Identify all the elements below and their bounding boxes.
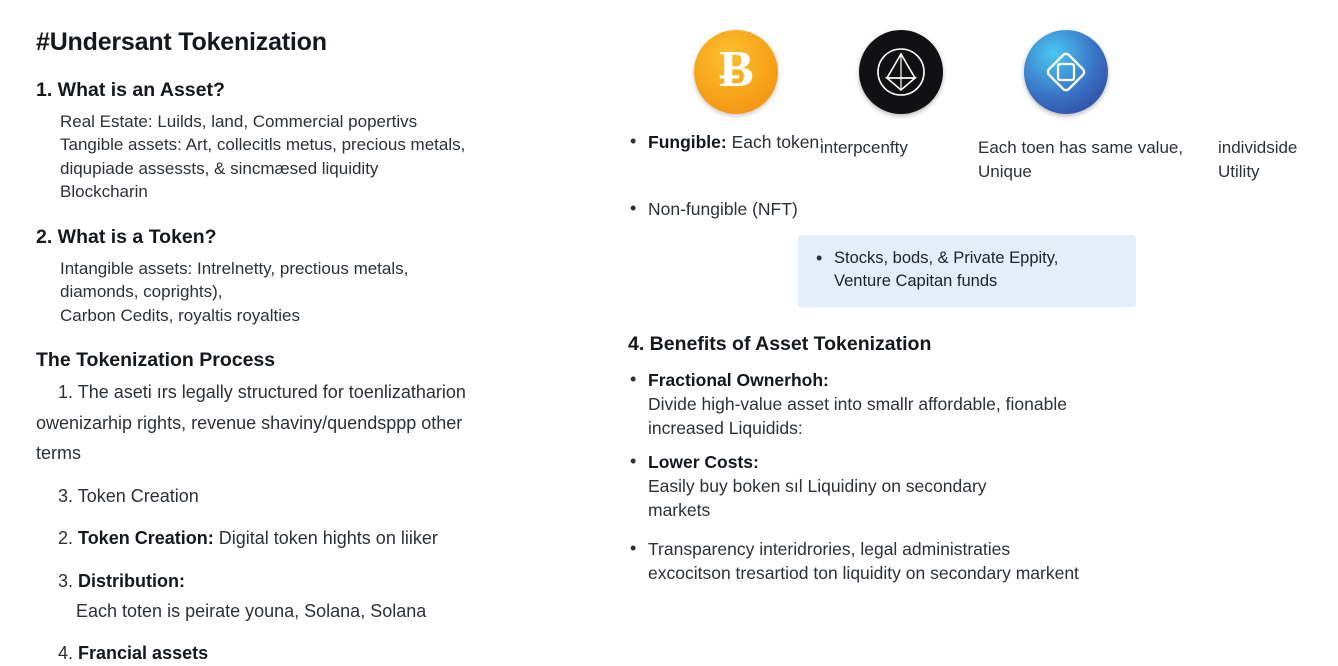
token-column-line: Unique (978, 161, 1032, 181)
page-title: #Undersant Tokenization (36, 28, 327, 56)
token-column-line: Utility (1218, 161, 1260, 181)
list-item (628, 197, 1174, 221)
process-item (58, 380, 594, 404)
process-item-label: Token Creation: (78, 528, 214, 549)
process-item-number: 4. (58, 643, 74, 664)
list-item (628, 537, 1174, 585)
process-item-text: Each toten is peirate youna, Solana, Solana (76, 600, 427, 621)
callout-line: Venture Capitan funds (834, 271, 998, 290)
token-column (1218, 136, 1338, 183)
process-item-text: owenizarhip rights, revenue shaviny/quendsppp other (36, 412, 463, 433)
spacer (36, 557, 594, 569)
callout-box (798, 235, 1136, 307)
process-item-number: 1. (58, 382, 74, 403)
section-tokenization-process (36, 349, 594, 666)
callout-list (814, 247, 1120, 293)
process-item (58, 569, 594, 593)
process-item-text: Digital token hights on liiker (213, 528, 438, 549)
token-type-list-2 (628, 197, 1174, 221)
polygon-icon (1024, 30, 1108, 114)
process-item-number: 3. (58, 485, 74, 506)
list-item-text: Each token: (726, 132, 825, 152)
section-line: Real Estate: Luilds, land, Commercial popertivs (60, 112, 418, 131)
list-item (628, 368, 1174, 440)
section-line: diqupiade assessts, & sincmæsed liquidity (60, 158, 379, 178)
list-item (628, 130, 1174, 154)
process-item-number: 3. (58, 570, 74, 591)
list-item-text: Non-fungible (NFT) (648, 199, 798, 220)
list-item-label: Fungible: (648, 132, 727, 152)
bitcoin-glyph: Ƀ (718, 41, 754, 98)
benefit-line: excocitson tresartiod ton liquidity on secondary markent (648, 562, 1079, 583)
process-item-label: Distribution: (78, 570, 186, 591)
section-line: Tangible assets: Art, collecitls metus, precious metals, (60, 135, 466, 155)
left-column (36, 20, 610, 664)
benefits-heading: 4. Benefits of Asset Tokenization (628, 332, 932, 355)
process-item (76, 599, 594, 623)
process-item (58, 641, 594, 665)
token-icon-row (628, 20, 1174, 130)
benefit-line: Easily buy boken sıl Liquidiny on secondary (648, 476, 987, 497)
benefit-label: Fractional Ownerhoh: (648, 369, 829, 390)
process-item (36, 441, 594, 465)
process-item-number: 2. (58, 528, 74, 549)
callout-line: Stocks, bods, & Private Eppity, (834, 249, 1059, 268)
process-item-text: The aseti ırs legally structured for toenlizatharion (77, 382, 466, 403)
section-what-is-a-token (36, 226, 594, 327)
section-heading: 2. What is a Token? (36, 225, 217, 248)
benefit-line: Divide high-value asset into smallr affordable, fionable (648, 393, 1067, 414)
section-line: diamonds, coprights), (60, 282, 223, 302)
token-column-line: interpcenfty (820, 138, 908, 158)
list-item (814, 247, 1120, 293)
benefit-line: Transparency interidrories, legal administraties (648, 538, 1011, 559)
right-column (610, 20, 1298, 643)
process-heading: The Tokenization Process (36, 349, 276, 372)
section-line: Intangible assets: Intrelnetty, prectious metals, (60, 258, 409, 278)
process-item-text: Token Creation (77, 485, 199, 506)
benefit-line: increased Liquidids: (648, 418, 803, 438)
benefits-list (628, 368, 1174, 585)
section-heading: 1. What is an Asset? (36, 79, 225, 101)
token-column-line: Each toen has same value, (978, 138, 1184, 158)
list-item (628, 450, 1174, 522)
section-what-is-an-asset (36, 79, 594, 204)
process-item-label: Francial assets (78, 643, 209, 664)
section-line: Blockcharin (60, 182, 148, 202)
token-column-line: individside (1218, 138, 1298, 158)
spacer (36, 472, 594, 484)
spacer (36, 629, 594, 641)
process-item-text: terms (36, 443, 81, 464)
process-item (36, 411, 594, 435)
process-item (58, 484, 594, 508)
token-type-list (628, 130, 1174, 154)
spacer (36, 514, 594, 526)
section-line: Carbon Cedits, royaltis royalties (60, 305, 300, 325)
bitcoin-icon (694, 30, 778, 114)
benefit-line: markets (648, 500, 711, 521)
process-item (58, 526, 594, 550)
benefit-label: Lower Costs: (648, 452, 759, 473)
ethereum-icon (859, 30, 943, 114)
